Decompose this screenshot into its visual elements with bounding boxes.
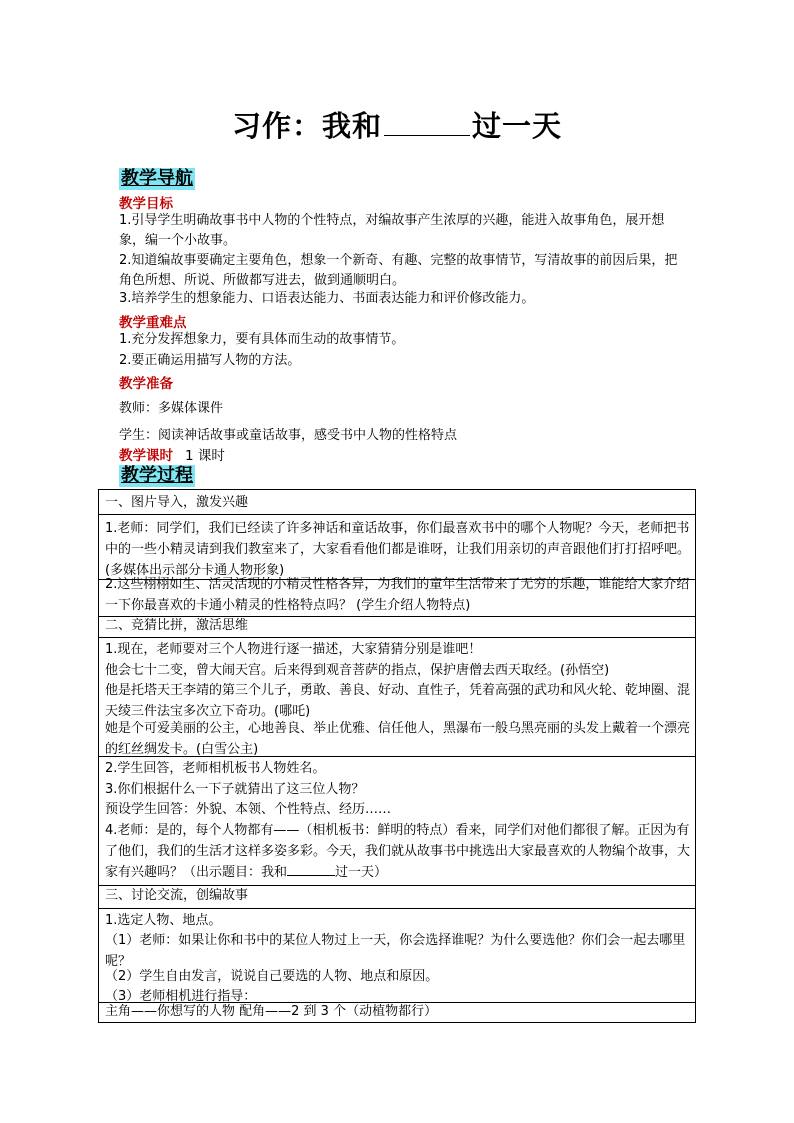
prep-teacher: 教师：多媒体课件 [119,401,224,416]
prep-label: 教学准备 [119,376,173,392]
process-heading: 教学过程 [121,465,193,486]
section-1-title: 一、图片导入，激发兴趣 [105,495,249,510]
guide-heading: 教学导航 [121,168,193,189]
section-3-para-5: 主角——你想写的人物 配角——2 到 3 个（动植物都行） [105,1004,438,1019]
section-2-para-8-tail: 过一天） [335,865,388,880]
section-2-para-8 [105,820,691,883]
title-suffix: 过一天 [472,109,563,143]
section-3-para-1: 1.选定人物、地点。 [105,913,222,928]
section-3-para-4: （3）老师相机进行指导： [105,989,257,1004]
prep-student: 学生：阅读神话故事或童话故事，感受书中人物的性格特点 [119,428,458,443]
section-2-para-8-text: 4.老师：是的，每个人物都有——（相机板书：鲜明的特点）看来，同学们对他们都很了解。正因为有了他们，我们的生活才这样多姿多彩。今天，我们就从故事书中挑选出大家最喜欢的人物编个故事，大家有兴趣吗？（出示题目：我和 [105,823,691,880]
section-3-para-3: （2）学生自由发言，说说自己要选的人物、地点和原因。 [105,969,439,984]
divider [99,908,695,909]
objective-2: 2.知道编故事要确定主要角色，想象一个新奇、有趣、完整的故事情节，写清故事的前因后果，把角色所想、所说、所做都写进去，做到通顺明白。 [119,253,678,288]
key-points-label: 教学重难点 [119,315,187,331]
section-2-para-5: 2.学生回答，老师相机板书人物姓名。 [105,761,326,776]
process-table [98,489,696,1023]
hours-label: 教学课时 [119,448,173,464]
divider [99,637,695,638]
title-blank-inline [287,863,335,876]
key-point-2: 2.要正确运用描写人物的方法。 [119,353,301,368]
objectives-label: 教学目标 [119,196,173,212]
objective-3: 3.培养学生的想象能力、口语表达能力、书面表达能力和评价修改能力。 [119,291,535,306]
hours-value: 1 课时 [185,448,225,464]
section-2-para-7: 预设学生回答：外貌、本领、个性特点、经历…… [105,802,392,817]
section-2-para-3: 他是托塔天王李靖的第三个儿子，勇敢、善良、好动、直性子，凭着高强的武功和风火轮、乾坤圈、混天绫三件法宝多次立下奇功。(哪吒) [105,683,691,719]
section-1-para-1: 1.老师：同学们，我们已经读了许多神话和童话故事，你们最喜欢书中的哪个人物呢？今天，老师把书中的一些小精灵请到我们教室来了，大家看看他们都是谁呀，让我们用亲切的声音跟他们打打招呼吧。(多媒体出示部分卡通人物形象) [105,521,691,578]
section-2-title: 二、竞猜比拼，激活思维 [105,618,249,633]
page-title [0,104,794,145]
hours-row [119,444,225,464]
divider [99,756,695,757]
section-2-para-2: 他会七十二变，曾大闹天宫。后来得到观音菩萨的指点，保护唐僧去西天取经。(孙悟空) [105,663,610,678]
section-2-para-4: 她是个可爱美丽的公主，心地善良、举止优雅、信任他人，黑瀑布一般乌黑亮丽的头发上戴着一个漂亮的红丝绸发卡。(白雪公主) [105,721,691,757]
key-point-1: 1.充分发挥想象力，要有具体而生动的故事情节。 [119,332,405,347]
section-3-para-2: （1）老师：如果让你和书中的某位人物过上一天，你会选择谁呢？为什么要选他？你们会一起去哪里呢？ [105,933,686,969]
title-blank [384,111,470,136]
divider [99,514,695,515]
section-2-para-6: 3.你们根据什么一下子就猜出了这三位人物？ [105,782,365,797]
objective-1: 1.引导学生明确故事书中人物的个性特点，对编故事产生浓厚的兴趣，能进入故事角色，展开想象，编一个小故事。 [119,213,665,248]
title-prefix: 习作：我和 [231,109,382,143]
section-1-para-2: 2.这些栩栩如生、活灵活现的小精灵性格各异，为我们的童年生活带来了无穷的乐趣，谁能给大家介绍一下你最喜欢的卡通小精灵的性格特点吗？ (学生介绍人物特点) [105,577,690,613]
section-3-title: 三、讨论交流，创编故事 [105,888,249,903]
section-2-para-1: 1.现在，老师要对三个人物进行逐一描述，大家猜猜分别是谁吧！ [105,642,482,657]
